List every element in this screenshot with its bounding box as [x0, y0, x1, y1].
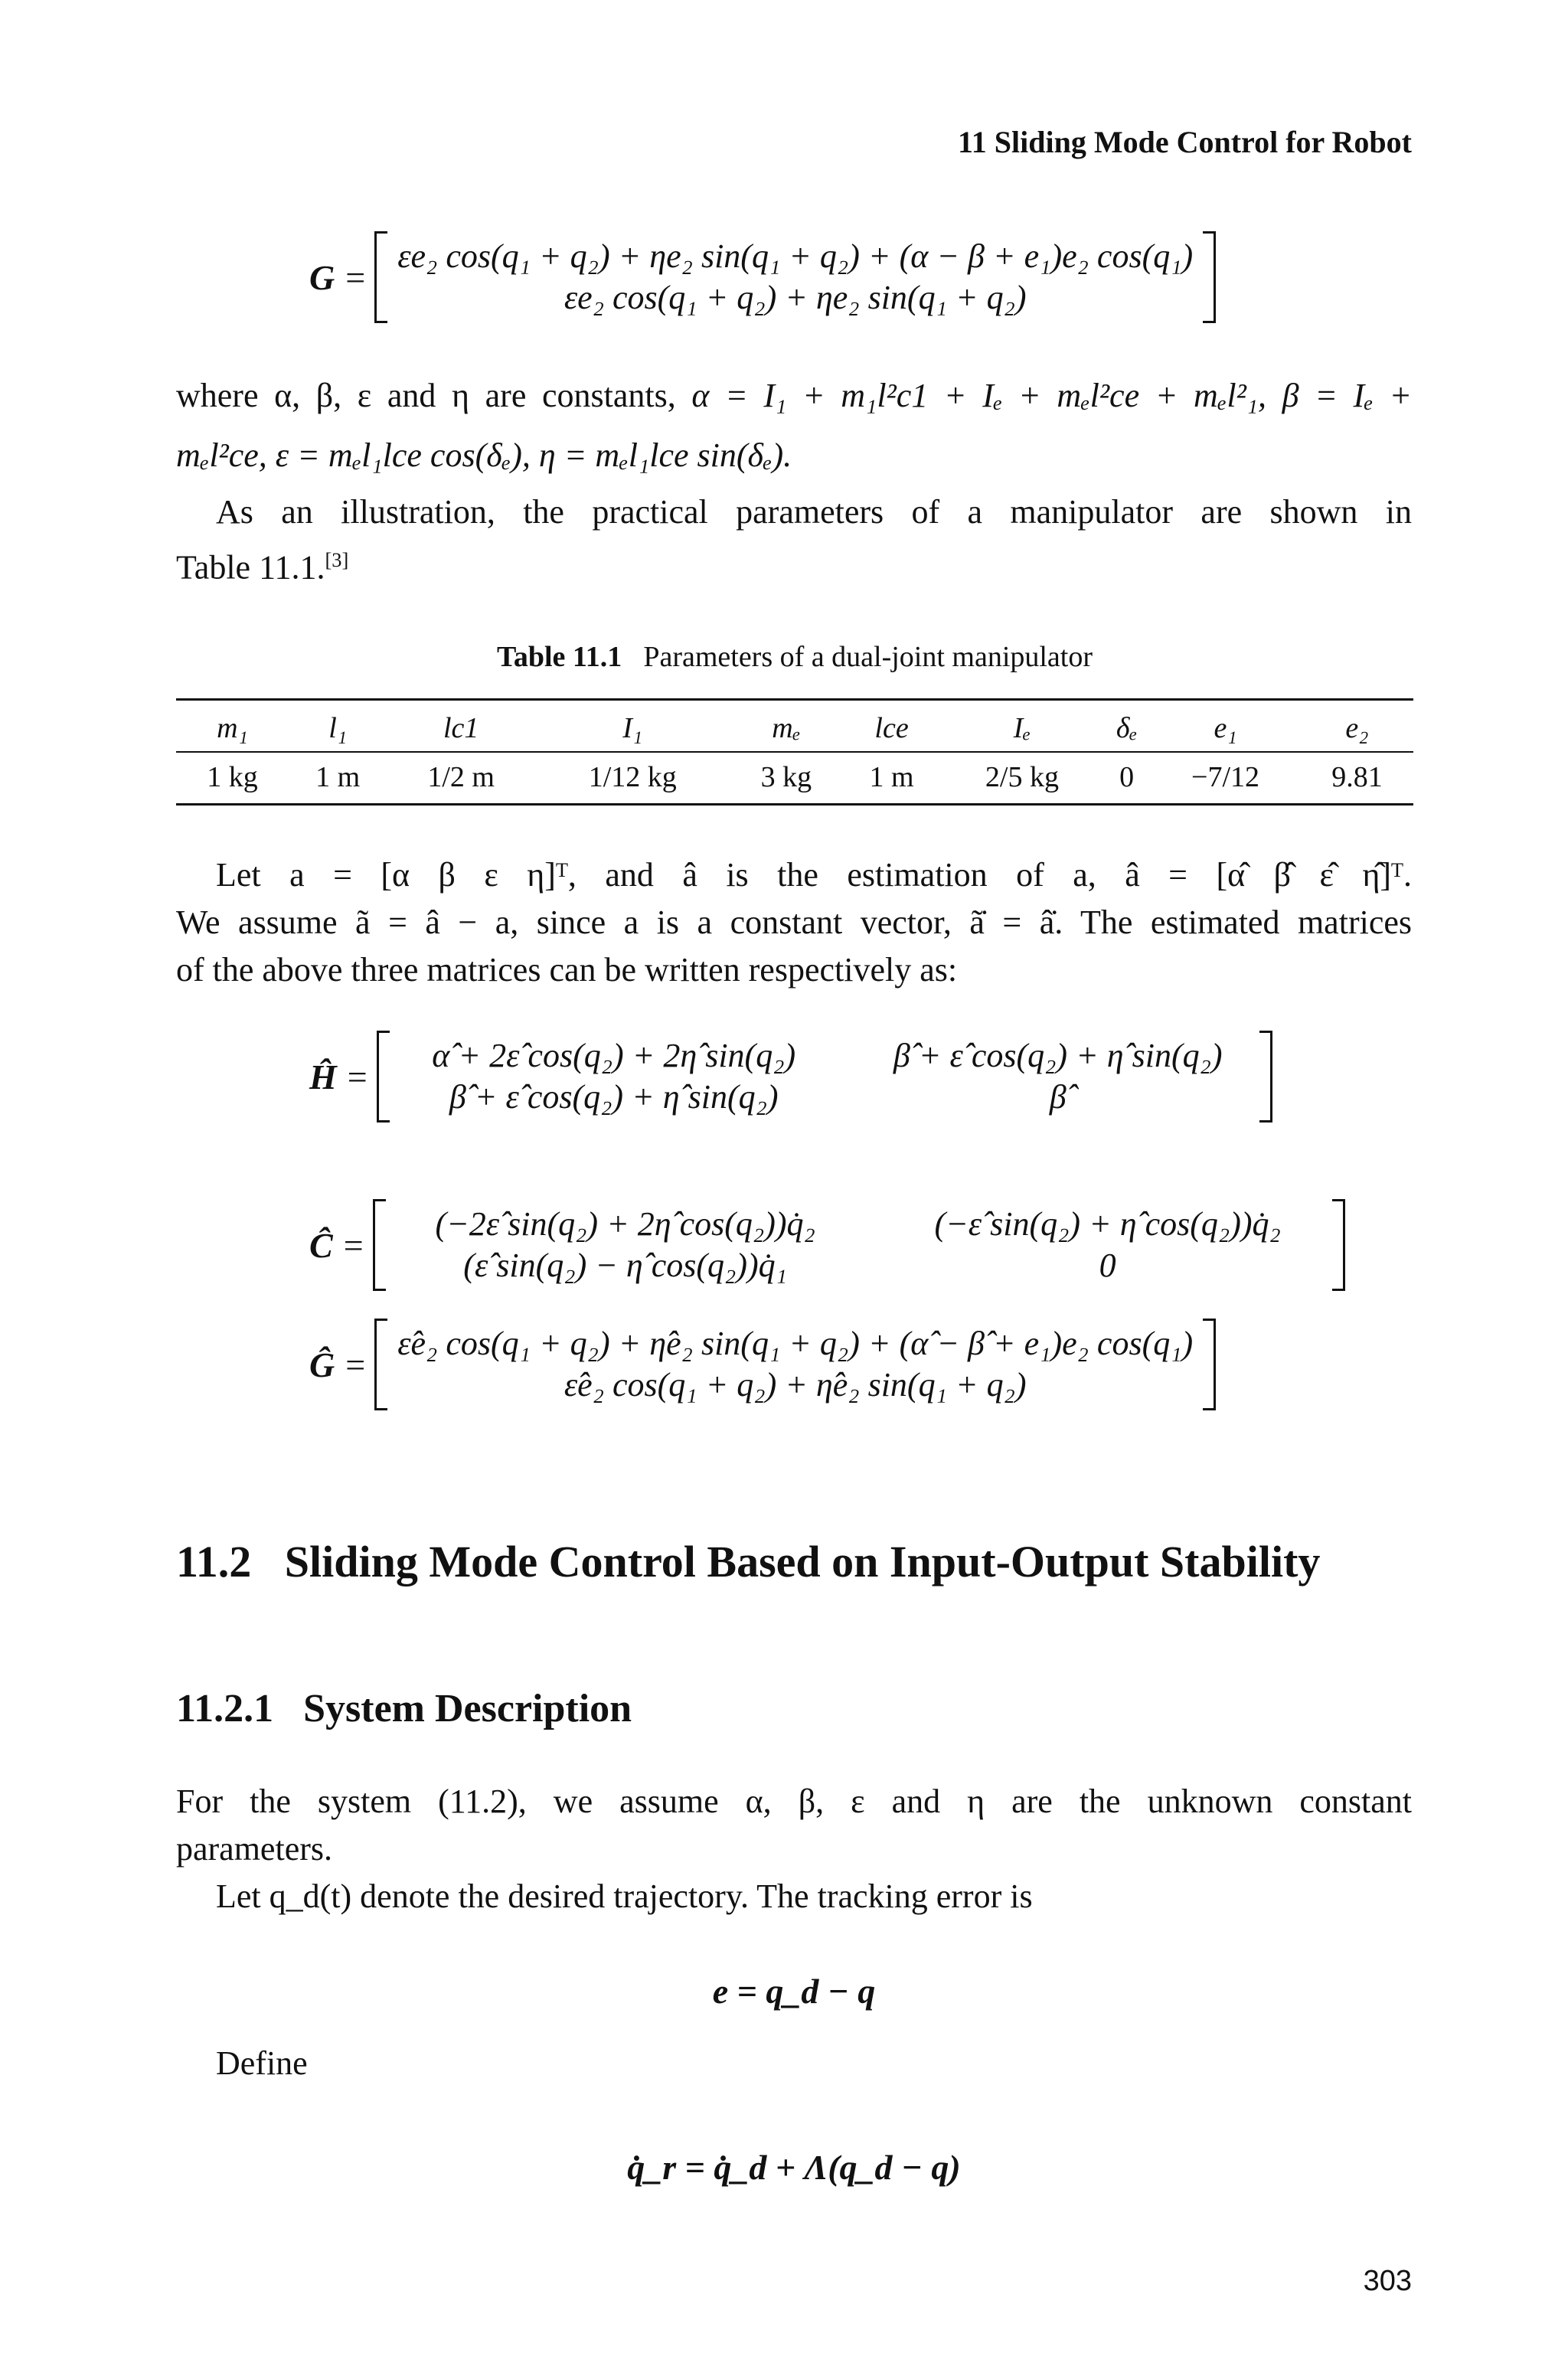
matrix-h-hat-label: Ĥ: [309, 1057, 337, 1096]
table-label: Table 11.1: [496, 641, 622, 673]
table-header-row: [176, 700, 1413, 753]
equals-sign: =: [345, 257, 366, 297]
para1-line1-math: α = I₁ + m₁l²c1 + Iₑ + mₑl²ce + mₑl²₁, β = Iₑ +: [691, 377, 1413, 414]
matrix-h-hat-r1c1: α̂ + 2ε̂ cos(q₂) + 2η̂ sin(q₂): [432, 1037, 796, 1074]
matrix-g: [309, 231, 1216, 323]
citation-ref: [3]: [325, 548, 349, 571]
matrix-c-hat-r2c2: 0: [1099, 1247, 1116, 1284]
matrix-h-hat-r1c2: β̂ + ε̂ cos(q₂) + η̂ sin(q₂): [893, 1037, 1223, 1074]
para2-line2: [176, 536, 348, 592]
table-caption: [176, 640, 1413, 674]
table-cell: 3 kg: [730, 752, 842, 805]
table-header-cell: m₁: [176, 700, 289, 753]
matrix-h-hat-row1: [400, 1035, 1250, 1077]
table-header-cell: e₁: [1150, 700, 1301, 753]
matrix-h-hat-bracket: [377, 1031, 1272, 1123]
para1-line1-start: where α, β, ε and η are constants,: [176, 377, 676, 414]
table-caption-text: Parameters of a dual-joint manipulator: [643, 641, 1093, 673]
matrix-h-hat: [309, 1031, 1272, 1123]
para2-line1: As an illustration, the practical parameters of a manipulator are shown in: [216, 493, 1412, 531]
matrix-g-hat: [309, 1319, 1216, 1410]
equation-reference-velocity: q̇_r = q̇_d + Λ(q_d − q): [627, 2148, 961, 2187]
matrix-c-hat: [309, 1199, 1345, 1291]
matrix-g-hat-bracket: [374, 1319, 1216, 1410]
matrix-c-hat-label: Ĉ: [309, 1225, 333, 1265]
matrix-g-row2: εe₂ cos(q₁ + q₂) + ηe₂ sin(q₁ + q₂): [564, 279, 1027, 316]
matrix-g-row1: εe₂ cos(q₁ + q₂) + ηe₂ sin(q₁ + q₂) + (α − β + e₁)e₂ cos(q₁): [397, 237, 1194, 275]
define-label: Define: [216, 2044, 308, 2082]
para3-line3: of the above three matrices can be written respectively as:: [176, 951, 958, 989]
table-cell: 0: [1103, 752, 1150, 805]
matrix-g-hat-row2: ε̂e₂ cos(q₁ + q₂) + η̂e₂ sin(q₁ + q₂): [564, 1366, 1027, 1404]
table-header-cell: δₑ: [1103, 700, 1150, 753]
matrix-c-hat-r1c1: (−2ε̂ sin(q₂) + 2η̂ cos(q₂))q̇₂: [435, 1205, 815, 1243]
para1-line2: mₑl²ce, ε = mₑl₁lce cos(δₑ), η = mₑl₁lce sin(δₑ).: [176, 436, 792, 474]
table-cell: 2/5 kg: [941, 752, 1103, 805]
matrix-g-bracket: [374, 231, 1216, 323]
para1-line1: [176, 372, 1412, 420]
matrix-c-hat-r1c2: (−ε̂ sin(q₂) + η̂ cos(q₂))q̇₂: [934, 1205, 1281, 1243]
para4-line1: For the system (11.2), we assume α, β, ε and η are the unknown constant: [176, 1783, 1412, 1820]
equals-sign: =: [343, 1225, 364, 1265]
matrix-c-hat-bracket: [373, 1199, 1345, 1291]
subsection-heading: 11.2.1 System Description: [176, 1687, 632, 1730]
para3-line2: We assume ã = â − a, since a is a constant vector, ã̇ = â̇. The estimated matrices: [176, 904, 1412, 941]
matrix-h-hat-row2: [400, 1077, 1250, 1118]
equals-sign: =: [345, 1345, 366, 1384]
table-header-cell: mₑ: [730, 700, 842, 753]
table-cell: −7/12: [1150, 752, 1301, 805]
table-header-cell: l₁: [289, 700, 387, 753]
matrix-h-hat-r2c1: β̂ + ε̂ cos(q₂) + η̂ sin(q₂): [449, 1078, 779, 1116]
matrix-h-hat-r2c2: β̂: [1049, 1078, 1067, 1116]
matrix-g-label: G: [309, 257, 335, 297]
para4-line2: parameters.: [176, 1830, 332, 1868]
para2-line2-text: Table 11.1.: [176, 548, 325, 587]
equation-tracking-error: e = q_d − q: [712, 1972, 876, 2011]
matrix-c-hat-row1: [396, 1204, 1322, 1245]
table-header-cell: e₂: [1301, 700, 1413, 753]
table-header-cell: lc1: [387, 700, 535, 753]
table-row: [176, 752, 1413, 805]
table-cell: 9.81: [1301, 752, 1413, 805]
page-number: 303: [1363, 2265, 1412, 2297]
table-cell: 1 m: [842, 752, 940, 805]
equals-sign: =: [347, 1057, 368, 1096]
running-head: 11 Sliding Mode Control for Robot: [957, 125, 1412, 159]
table-header-cell: lce: [842, 700, 940, 753]
para5: Let q_d(t) denote the desired trajectory. The tracking error is: [216, 1877, 1033, 1915]
matrix-g-hat-label: Ĝ: [309, 1345, 335, 1384]
table-cell: 1 kg: [176, 752, 289, 805]
table-cell: 1 m: [289, 752, 387, 805]
matrix-g-hat-row1: ε̂e₂ cos(q₁ + q₂) + η̂e₂ sin(q₁ + q₂) + (α̂ − β̂ + e₁)e₂ cos(q₁): [397, 1325, 1194, 1362]
para3-line1: Let a = [α β ε η]ᵀ, and â is the estimation of a, â = [α̂ β̂ ε̂ η̂]ᵀ.: [216, 856, 1412, 894]
parameters-table-wrap: [176, 698, 1413, 806]
matrix-c-hat-row2: [396, 1245, 1322, 1286]
table-cell: 1/12 kg: [535, 752, 730, 805]
table-header-cell: I₁: [535, 700, 730, 753]
parameters-table: [176, 698, 1413, 806]
matrix-c-hat-r2c1: (ε̂ sin(q₂) − η̂ cos(q₂))q̇₁: [463, 1247, 787, 1284]
table-header-cell: Iₑ: [941, 700, 1103, 753]
table-cell: 1/2 m: [387, 752, 535, 805]
section-heading: 11.2 Sliding Mode Control Based on Input-Output Stability: [176, 1537, 1321, 1587]
